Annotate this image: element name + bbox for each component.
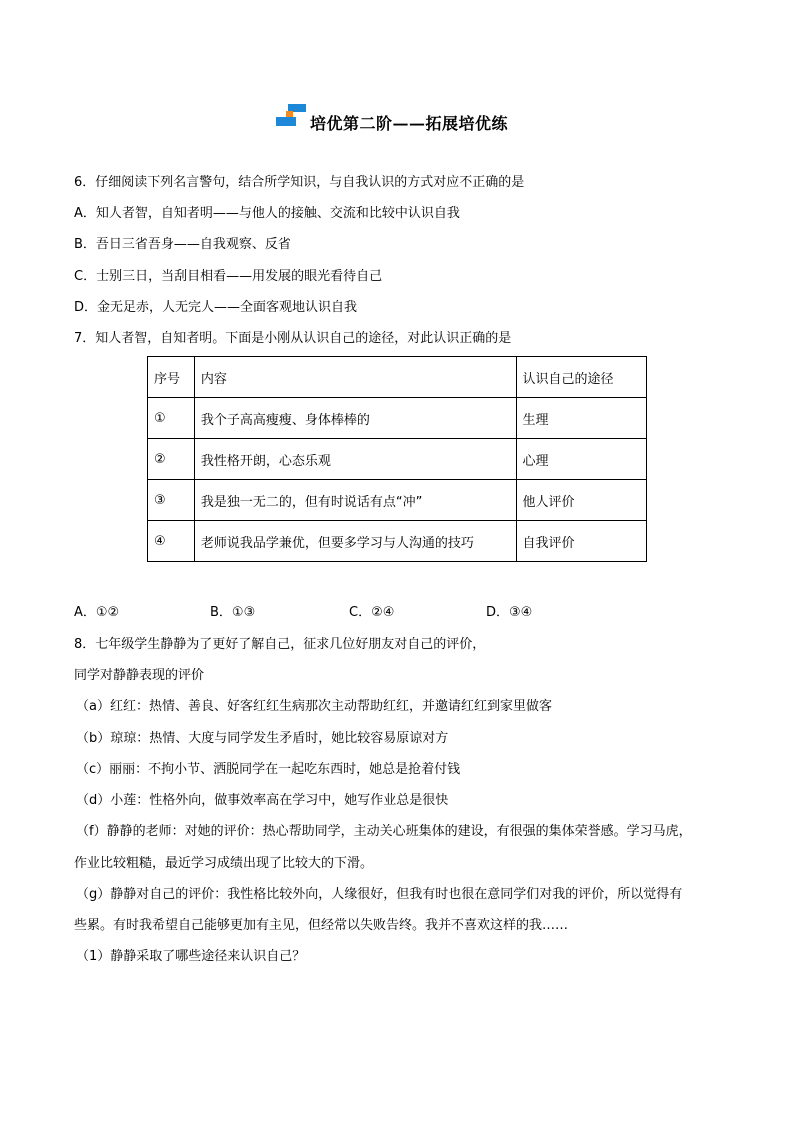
table-row [148, 398, 647, 439]
section-logo-icon [274, 104, 308, 130]
row-path: 他人评价 [516, 480, 646, 521]
table-row [148, 480, 647, 521]
q6-option-a: A．知人者智，自知者明——与他人的接触、交流和比较中认识自我 [74, 206, 460, 221]
section-title: 培优第二阶——拓展培优练 [310, 114, 509, 133]
row-path: 自我评价 [516, 521, 646, 562]
row-content: 我是独一无二的，但有时说话有点“冲” [194, 480, 516, 521]
q6-stem: 6．仔细阅读下列名言警句，结合所学知识，与自我认识的方式对应不正确的是 [74, 175, 525, 190]
q7-option-c: C．②④ [349, 605, 395, 620]
q8-item-g: （g）静静对自己的评价：我性格比较外向，人缘很好，但我有时也很在意同学们对我的评价，所以觉得有 [76, 887, 683, 902]
row-content: 我性格开朗，心态乐观 [194, 439, 516, 480]
table-header-row [148, 357, 647, 398]
q8-item-d: （d）小莲：性格外向，做事效率高在学习中，她写作业总是很快 [76, 793, 449, 808]
row-content: 我个子高高瘦瘦、身体棒棒的 [194, 398, 516, 439]
q7-stem: 7．知人者智，自知者明。下面是小刚从认识自己的途径，对此认识正确的是 [74, 331, 512, 346]
q8-item-c: （c）丽丽：不拘小节、洒脱同学在一起吃东西时，她总是抢着付钱 [76, 762, 461, 777]
row-index: ④ [148, 521, 195, 562]
q7-option-a: A．①② [74, 605, 120, 620]
header-content: 内容 [194, 357, 516, 398]
row-index: ① [148, 398, 195, 439]
q7-option-d: D．③④ [486, 605, 533, 620]
header-index: 序号 [148, 357, 195, 398]
q6-option-d: D．金无足赤，人无完人——全面客观地认识自我 [74, 300, 358, 315]
header-path: 认识自己的途径 [516, 357, 646, 398]
q8-question-1: （1）静静采取了哪些途径来认识自己？ [76, 949, 306, 964]
q8-item-f-cont: 作业比较粗糙，最近学习成绩出现了比较大的下滑。 [74, 856, 374, 871]
q8-item-g-cont: 些累。有时我希望自己能够更加有主见，但经常以失败告终。我并不喜欢这样的我…… [74, 918, 569, 933]
row-path: 心理 [516, 439, 646, 480]
section-heading [0, 104, 794, 134]
table-row [148, 439, 647, 480]
q8-item-b: （b）琼琼：热情、大度与同学发生矛盾时，她比较容易原谅对方 [76, 731, 449, 746]
q6-option-c: C．士别三日，当刮目相看——用发展的眼光看待自己 [74, 269, 383, 284]
q6-option-b: B．吾日三省吾身——自我观察、反省 [74, 237, 291, 252]
row-index: ② [148, 439, 195, 480]
row-path: 生理 [516, 398, 646, 439]
q8-item-a: （a）红红：热情、善良、好客红红生病那次主动帮助红红，并邀请红红到家里做客 [76, 699, 552, 714]
q7-option-b: B．①③ [210, 605, 256, 620]
table-row [148, 521, 647, 562]
row-content: 老师说我品学兼优，但要多学习与人沟通的技巧 [194, 521, 516, 562]
q7-table [147, 356, 647, 562]
row-index: ③ [148, 480, 195, 521]
q8-item-f: （f）静静的老师：对她的评价：热心帮助同学，主动关心班集体的建设，有很强的集体荣誉感。学习马虎， [76, 824, 692, 839]
q8-subtitle: 同学对静静表现的评价 [74, 668, 205, 683]
q8-stem: 8．七年级学生静静为了更好了解自己，征求几位好朋友对自己的评价， [74, 637, 486, 652]
